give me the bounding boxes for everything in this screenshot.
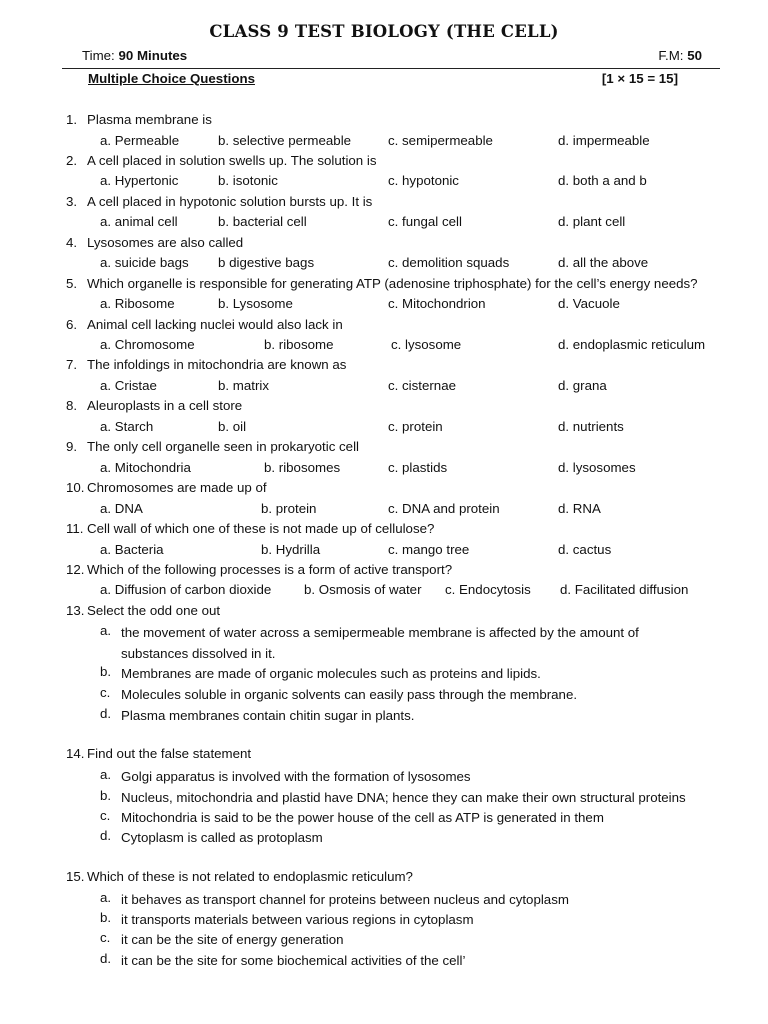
question-10: [0, 480, 768, 500]
option-b: b. isotonic: [218, 173, 278, 189]
question-number: 5.: [66, 275, 78, 291]
question-1: [0, 112, 768, 132]
question-number: 13.: [66, 603, 85, 618]
question-number: 10.: [66, 480, 85, 496]
option-a: a. Chromosome: [100, 337, 195, 352]
options-row: [0, 378, 768, 398]
question-4: [0, 235, 768, 255]
options-row: [0, 501, 768, 521]
option-c: c. demolition squads: [388, 255, 510, 271]
question-number: 15.: [66, 869, 85, 884]
question-number: 6.: [66, 316, 78, 332]
question-text: The infoldings in mitochondria are known as: [87, 357, 347, 373]
question-15: [0, 869, 768, 889]
question-text: Animal cell lacking nuclei would also lack in: [87, 316, 343, 332]
options-row: [0, 255, 768, 275]
option-c: c. Endocytosis: [445, 582, 531, 598]
option-d: d. RNA: [558, 500, 601, 516]
options-row: [0, 337, 768, 357]
option-d: d. lysosomes: [558, 459, 636, 475]
question-11: [0, 521, 768, 541]
option-d: d. Vacuole: [558, 296, 620, 312]
option-c: c. semipermeable: [388, 132, 493, 148]
question-number: 9.: [66, 439, 78, 455]
options-row: [0, 419, 768, 439]
option-a: a. Cristae: [100, 377, 157, 393]
option-b: b. Hydrilla: [261, 541, 321, 557]
question-number: 2.: [66, 152, 78, 168]
option-b: b. Osmosis of water: [304, 582, 422, 598]
question-text: Find out the false statement: [87, 746, 252, 761]
statement-text: the movement of water across a semipermeable membrane is affected by the amount of substances dissolved in it.: [121, 625, 639, 661]
option-c: c. DNA and protein: [388, 500, 500, 516]
statement-marker: b.: [100, 788, 112, 803]
full-marks-info: [658, 48, 702, 63]
statement-text: Membranes are made of organic molecules such as proteins and lipids.: [121, 666, 541, 681]
option-b: b. bacterial cell: [218, 214, 307, 230]
statement-marker: a.: [100, 890, 112, 905]
option-c: c. plastids: [388, 459, 448, 475]
question-text: Which organelle is responsible for generating ATP (adenosine triphosphate) for the cell’s energy needs?: [87, 275, 698, 291]
statement-text: Cytoplasm is called as protoplasm: [121, 830, 323, 845]
option-d: d. all the above: [558, 255, 649, 271]
statement-marker: d.: [100, 828, 112, 843]
page-title: CLASS 9 TEST BIOLOGY (THE CELL): [209, 22, 559, 41]
question-5: [0, 276, 768, 296]
question-8: [0, 398, 768, 418]
option-d: d. Facilitated diffusion: [560, 582, 689, 598]
option-c: c. lysosome: [391, 337, 462, 352]
question-2: [0, 153, 768, 173]
question-text: Chromosomes are made up of: [87, 480, 267, 496]
option-a: a. Mitochondria: [100, 459, 191, 475]
option-c: c. mango tree: [388, 541, 470, 557]
option-c: c. hypotonic: [388, 173, 459, 189]
option-a: a. Ribosome: [100, 296, 175, 312]
question-14: [0, 746, 768, 766]
option-a: a. DNA: [100, 500, 143, 516]
question-text: A cell placed in solution swells up. The solution is: [87, 152, 377, 168]
question-text: A cell placed in hypotonic solution bursts up. It is: [87, 193, 373, 209]
option-b: b. ribosome: [264, 337, 334, 352]
option-d: d. grana: [558, 377, 607, 393]
options-row: [0, 214, 768, 234]
question-number: 7.: [66, 357, 78, 373]
question-text: Which of these is not related to endoplasmic reticulum?: [87, 869, 413, 884]
options-row: [0, 542, 768, 562]
option-c: c. fungal cell: [388, 214, 462, 230]
question-text: Which of the following processes is a form of active transport?: [87, 561, 453, 577]
option-d: d. nutrients: [558, 418, 624, 434]
time-label: Time:: [82, 48, 119, 63]
question-number: 11.: [66, 521, 84, 536]
statement-marker: c.: [100, 685, 111, 700]
question-number: 3.: [66, 193, 78, 209]
option-c: c. cisternae: [388, 377, 456, 393]
question-text: Cell wall of which one of these is not made up of cellulose?: [87, 521, 435, 536]
statement-marker: c.: [100, 808, 111, 823]
question-text: Lysosomes are also called: [87, 234, 244, 250]
options-row: [0, 296, 768, 316]
question-text: The only cell organelle seen in prokaryotic cell: [87, 439, 359, 455]
statement-text: Nucleus, mitochondria and plastid have DNA; hence they can make their own structural proteins: [121, 790, 686, 805]
time-info: [82, 48, 187, 63]
question-text: Select the odd one out: [87, 603, 221, 618]
question-number: 12.: [66, 561, 85, 577]
statement-text: it can be the site of energy generation: [121, 932, 344, 947]
question-number: 14.: [66, 746, 85, 761]
statement-text: Golgi apparatus is involved with the formation of lysosomes: [121, 769, 471, 784]
question-13: [0, 603, 768, 623]
statement-text: Mitochondria is said to be the power house of the cell as ATP is generated in them: [121, 810, 604, 825]
fm-label: F.M:: [658, 48, 688, 63]
option-b: b. oil: [218, 418, 247, 434]
option-b: b. protein: [261, 500, 317, 516]
question-text: Plasma membrane is: [87, 112, 212, 127]
option-d: d. both a and b: [558, 173, 647, 189]
question-12: [0, 562, 768, 582]
statement-text: Plasma membranes contain chitin sugar in plants.: [121, 708, 415, 723]
option-a: a. animal cell: [100, 214, 178, 230]
option-c: c. protein: [388, 418, 443, 434]
options-row: [0, 173, 768, 193]
statement-marker: a.: [100, 767, 112, 782]
question-text: Aleuroplasts in a cell store: [87, 398, 243, 414]
question-number: 4.: [66, 234, 78, 250]
options-row: [0, 460, 768, 480]
option-c: c. Mitochondrion: [388, 296, 486, 312]
question-number: 8.: [66, 398, 78, 414]
option-a: a. Starch: [100, 418, 154, 434]
question-9: [0, 439, 768, 459]
option-b: b digestive bags: [218, 255, 315, 271]
fm-value: 50: [687, 48, 702, 63]
statement-marker: d.: [100, 706, 112, 721]
question-7: [0, 357, 768, 377]
option-b: b. matrix: [218, 377, 269, 393]
option-a: a. suicide bags: [100, 255, 189, 271]
statement-marker: d.: [100, 951, 112, 966]
section-marks: [1 × 15 = 15]: [601, 71, 678, 86]
option-b: b. ribosomes: [264, 459, 341, 475]
header-divider: [62, 68, 720, 69]
option-b: b. Lysosome: [218, 296, 293, 312]
option-a: a. Diffusion of carbon dioxide: [100, 582, 272, 598]
option-d: d. endoplasmic reticulum: [558, 337, 706, 352]
time-value: 90 Minutes: [118, 48, 188, 63]
statement-text: it behaves as transport channel for proteins between nucleus and cytoplasm: [121, 892, 569, 907]
options-row: [0, 582, 768, 602]
option-a: a. Permeable: [100, 132, 180, 148]
question-3: [0, 194, 768, 214]
statement-marker: b.: [100, 910, 112, 925]
section-title: Multiple Choice Questions: [88, 71, 255, 86]
option-d: d. plant cell: [558, 214, 626, 230]
options-row: [0, 133, 768, 153]
statement-marker: c.: [100, 930, 111, 945]
option-a: a. Bacteria: [100, 541, 164, 557]
statement-text: it can be the site for some biochemical activities of the cell’: [121, 953, 466, 968]
statement-marker: b.: [100, 664, 112, 679]
option-b: b. selective permeable: [218, 132, 352, 148]
option-a: a. Hypertonic: [100, 173, 179, 189]
question-6: [0, 317, 768, 337]
statement-text: Molecules soluble in organic solvents can easily pass through the membrane.: [121, 687, 578, 702]
statement-marker: a.: [100, 623, 112, 638]
statement-text: it transports materials between various regions in cytoplasm: [121, 912, 474, 927]
question-number: 1.: [66, 112, 78, 127]
option-d: d. impermeable: [558, 132, 650, 148]
option-d: d. cactus: [558, 541, 612, 557]
